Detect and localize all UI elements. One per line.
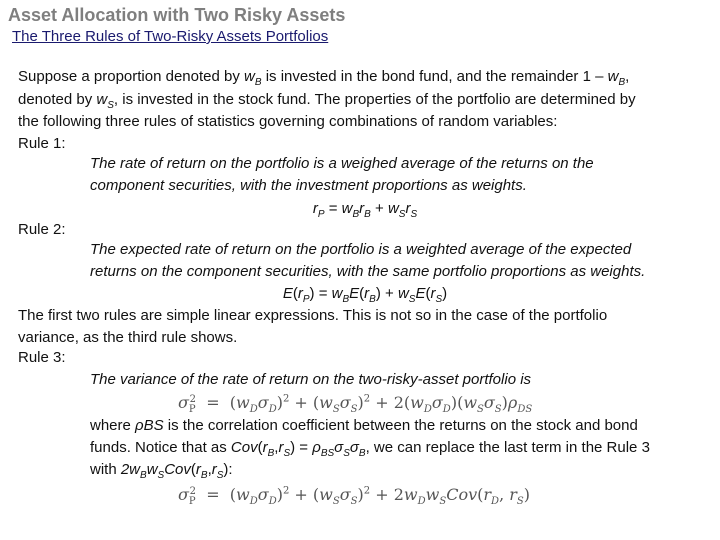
slide-subtitle: The Three Rules of Two-Risky Assets Portfolios [12,28,329,45]
middle-line-1: The first two rules are simple linear expressions. This is not so in the case of the portfolio [18,307,608,324]
intro-line-1: Suppose a proportion denoted by $w_B$ is invested in the bond fund, and the remainder $1 - w_B$, [18,68,630,88]
rule-2-formula: $E(r_P) = w_BE(r_B) + w_SE(r_S)$ [282,285,448,305]
slide-title: Asset Allocation with Two Risky Assets [8,5,346,25]
rule-1-text-1: The rate of return on the portfolio is a weighed average of the returns on the [90,155,594,172]
rule-2-label: Rule 2: [18,221,66,238]
rule-2-text-2: returns on the component securities, with the same portfolio proportions as weights. [90,263,646,280]
variance-formula: $\sigma_P^2 = (w_D\sigma_D)^2 + (w_S\sigma_S)^2 + 2(w_D\sigma_D)(w_S\sigma_S)\rho_{DS}$ [178,393,533,416]
rule-3-label: Rule 3: [18,349,66,366]
rule-1-label: Rule 1: [18,135,66,152]
rule-2-text-1: The expected rate of return on the portfolio is a weighted average of the expected [90,241,632,258]
intro-line-3: the following three rules of statistics governing combinations of random variables: [18,113,558,130]
intro-line-2: denoted by $w_S$, is invested in the stock fund. The properties of the portfolio are determined by [18,91,636,111]
rule-1-text-2: component securities, with the investment proportions as weights. [90,177,527,194]
variance-formula-cov: $\sigma_P^2 = (w_D\sigma_D)^2 + (w_S\sigma_S)^2 + 2w_Dw_SCov(r_D$, $r_S$) [178,485,530,508]
rule-3-after-2: funds. Notice that as $Cov(r_B,r_S) = \rho_{BS}\sigma_S\sigma_B$, we can replace the last term in the Rule 3 [90,439,650,459]
rule-3-after-3: with $2w_Bw_SCov(r_B,r_S)$: [90,461,233,481]
rule-3-after-1: where ρBS is the correlation coefficient between the returns on the stock and bond [90,417,638,434]
rule-1-formula: $r_P = w_Br_B + w_Sr_S$ [312,200,418,220]
middle-line-2: variance, as the third rule shows. [18,329,238,346]
rule-3-text: The variance of the rate of return on the two-risky-asset portfolio is [90,371,532,388]
